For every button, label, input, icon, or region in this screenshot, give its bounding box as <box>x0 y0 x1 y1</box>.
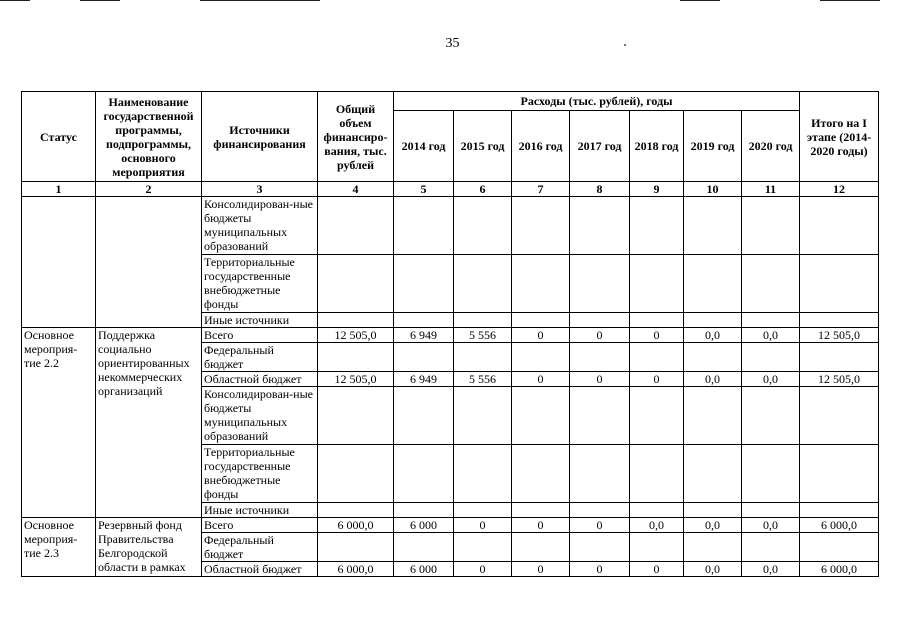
value-cell: 6 000,0 <box>318 562 394 577</box>
value-cell: 0 <box>454 518 512 533</box>
source-cell: Консолидирован-ные бюджеты муниципальных образований <box>202 387 318 445</box>
scan-edge-line <box>80 0 120 1</box>
value-cell: 0,0 <box>684 518 742 533</box>
source-cell: Территориальные государственные внебюджетные фонды <box>202 445 318 503</box>
scan-edge-line <box>0 0 30 1</box>
scan-edge-line <box>820 0 880 1</box>
column-number: 8 <box>570 182 630 197</box>
value-cell: 0,0 <box>742 562 800 577</box>
value-cell: 0 <box>512 562 570 577</box>
financing-table <box>21 91 879 577</box>
value-cell: 6 949 <box>394 372 454 387</box>
value-cell: 0 <box>630 372 684 387</box>
value-cell: 0 <box>454 562 512 577</box>
column-number-row <box>22 182 879 197</box>
header-year: 2019 год <box>684 111 742 182</box>
table-row <box>22 197 879 255</box>
value-cell: 6 000 <box>394 562 454 577</box>
scan-speck <box>624 44 626 46</box>
value-cell: 0 <box>512 372 570 387</box>
value-cell: 0,0 <box>684 328 742 343</box>
source-cell: Областной бюджет <box>202 372 318 387</box>
source-cell: Иные источники <box>202 313 318 328</box>
status-cell: Основное мероприя-тие 2.2 <box>22 328 96 518</box>
value-cell: 0 <box>512 518 570 533</box>
value-cell: 0,0 <box>630 518 684 533</box>
header-row-top <box>22 92 879 111</box>
page-number: 35 <box>445 36 460 51</box>
column-number: 4 <box>318 182 394 197</box>
value-cell: 0 <box>630 562 684 577</box>
value-cell: 12 505,0 <box>318 372 394 387</box>
header-program-name: Наименование государственной программы, подпрограммы, основного мероприятия <box>96 92 202 182</box>
source-cell: Иные источники <box>202 503 318 518</box>
column-number: 6 <box>454 182 512 197</box>
value-cell: 0,0 <box>742 372 800 387</box>
column-number: 12 <box>800 182 879 197</box>
value-cell: 0,0 <box>684 372 742 387</box>
column-number: 5 <box>394 182 454 197</box>
source-cell: Федеральный бюджет <box>202 533 318 562</box>
header-year: 2018 год <box>630 111 684 182</box>
value-cell: 0 <box>570 562 630 577</box>
table-row <box>22 328 879 343</box>
table-row <box>22 518 879 533</box>
value-cell: 12 505,0 <box>800 328 879 343</box>
scan-edge-line <box>680 0 720 1</box>
header-year: 2020 год <box>742 111 800 182</box>
value-cell: 0 <box>570 328 630 343</box>
name-cell: Поддержка социально ориентированных некоммерческих организаций <box>96 328 202 518</box>
header-year: 2017 год <box>570 111 630 182</box>
column-number: 10 <box>684 182 742 197</box>
value-cell: 0 <box>630 328 684 343</box>
source-cell: Территориальные государственные внебюджетные фонды <box>202 255 318 313</box>
source-cell: Всего <box>202 518 318 533</box>
value-cell: 0,0 <box>742 328 800 343</box>
column-number: 3 <box>202 182 318 197</box>
column-number: 2 <box>96 182 202 197</box>
value-cell: 5 556 <box>454 328 512 343</box>
value-cell: 0 <box>512 328 570 343</box>
value-cell: 6 000,0 <box>800 518 879 533</box>
column-number: 7 <box>512 182 570 197</box>
header-year: 2015 год <box>454 111 512 182</box>
header-total-volume: Общий объем финансиро-вания, тыс. рублей <box>318 92 394 182</box>
source-cell: Федеральный бюджет <box>202 343 318 372</box>
value-cell: 12 505,0 <box>318 328 394 343</box>
header-stage-total: Итого на I этапе (2014-2020 годы) <box>800 92 879 182</box>
column-number: 9 <box>630 182 684 197</box>
name-cell: Резервный фонд Правительства Белгородской области в рамках <box>96 518 202 577</box>
header-sources: Источники финансирования <box>202 92 318 182</box>
value-cell: 6 000,0 <box>318 518 394 533</box>
source-cell: Всего <box>202 328 318 343</box>
value-cell: 0 <box>570 372 630 387</box>
value-cell: 6 000 <box>394 518 454 533</box>
header-status: Статус <box>22 92 96 182</box>
value-cell: 0,0 <box>684 562 742 577</box>
status-cell <box>22 197 96 328</box>
value-cell: 6 000,0 <box>800 562 879 577</box>
name-cell <box>96 197 202 328</box>
value-cell: 0,0 <box>742 518 800 533</box>
status-cell: Основное мероприя-тие 2.3 <box>22 518 96 577</box>
value-cell: 0 <box>570 518 630 533</box>
column-number: 1 <box>22 182 96 197</box>
header-year: 2016 год <box>512 111 570 182</box>
header-expenses-group: Расходы (тыс. рублей), годы <box>394 92 800 111</box>
source-cell: Консолидирован-ные бюджеты муниципальных образований <box>202 197 318 255</box>
scan-edge-line <box>200 0 320 1</box>
header-year: 2014 год <box>394 111 454 182</box>
value-cell: 6 949 <box>394 328 454 343</box>
value-cell: 12 505,0 <box>800 372 879 387</box>
value-cell: 5 556 <box>454 372 512 387</box>
source-cell: Областной бюджет <box>202 562 318 577</box>
column-number: 11 <box>742 182 800 197</box>
